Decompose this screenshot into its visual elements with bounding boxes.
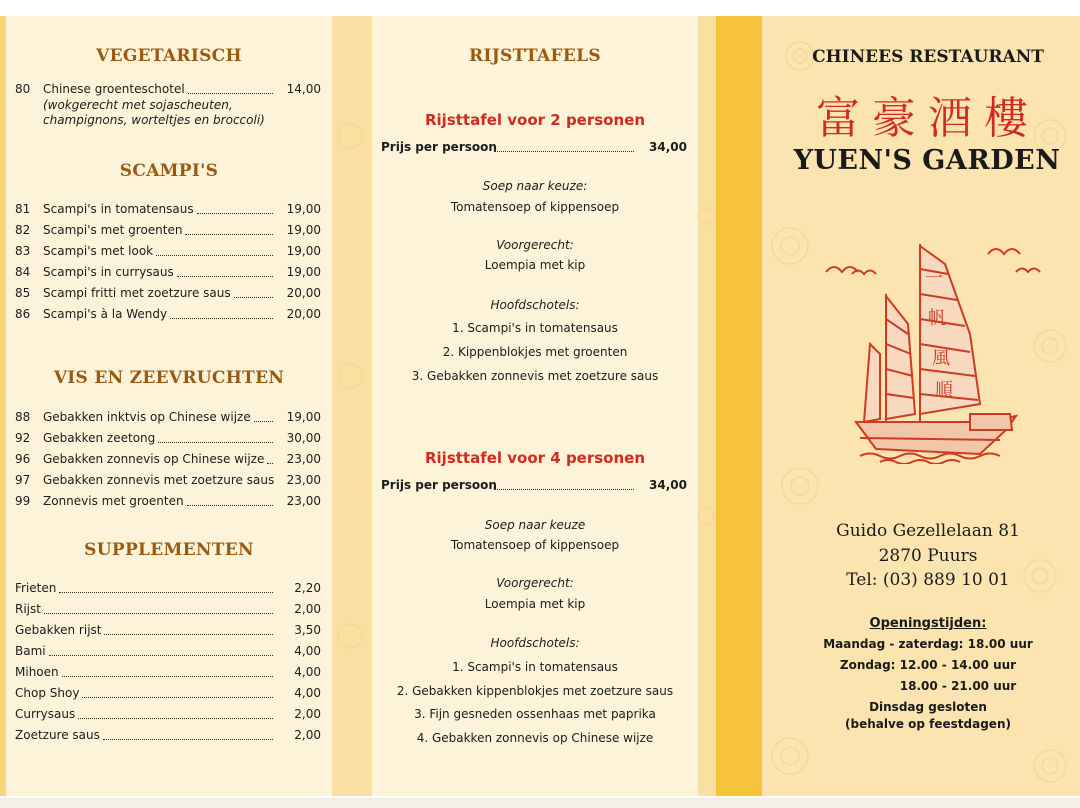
item-price: 4,00	[294, 665, 321, 679]
item-number: 84	[15, 265, 31, 279]
item-price: 23,00	[286, 473, 321, 487]
leader-dots	[185, 234, 273, 235]
item-name: Gebakken zonnevis met zoetzure saus	[43, 473, 275, 487]
rt2-main-label: Hoofdschotels:	[490, 298, 580, 312]
sail-char: 一	[925, 268, 943, 289]
item-price: 20,00	[286, 286, 321, 300]
item-price: 2,00	[294, 728, 321, 742]
item-price: 4,00	[294, 644, 321, 658]
rt2-soup: Tomatensoep of kippensoep	[450, 200, 620, 214]
item-price: 30,00	[286, 431, 321, 445]
leader-dots	[188, 93, 273, 94]
leader-dots	[44, 613, 273, 614]
vis-title: VIS EN ZEEVRUCHTEN	[53, 368, 285, 388]
vegetarisch-title: VEGETARISCH	[96, 46, 242, 66]
item-name: Scampi's met groenten	[43, 223, 183, 237]
rt2-soup-label: Soep naar keuze:	[482, 179, 588, 193]
item-name: Scampi's in currysaus	[43, 265, 174, 279]
item-name: Scampi's met look	[43, 244, 154, 258]
item-name: Scampi's à la Wendy	[43, 307, 168, 321]
item-number: 88	[15, 410, 31, 424]
item-name: Gebakken rijst	[15, 623, 102, 637]
item-number: 99	[15, 494, 31, 508]
rt4-soup: Tomatensoep of kippensoep	[450, 538, 620, 552]
junk-ship-icon	[820, 224, 1050, 464]
main-dish: 1. Scampi's in tomatensaus	[452, 660, 618, 674]
menu-sheet	[0, 16, 1080, 796]
hours-line: Dinsdag gesloten	[869, 700, 987, 714]
leader-dots	[82, 697, 273, 698]
item-price: 19,00	[286, 202, 321, 216]
menu-item	[15, 728, 321, 746]
chinese-name: 富豪酒樓	[816, 93, 1040, 144]
item-price: 14,00	[286, 82, 321, 96]
menu-item	[15, 265, 321, 283]
rt2-price-row	[381, 140, 687, 158]
item-name: Scampi's in tomatensaus	[43, 202, 194, 216]
sail-char: 帆	[928, 308, 946, 329]
sail-char: 順	[935, 380, 953, 401]
leader-dots	[494, 151, 634, 152]
leader-dots	[103, 739, 273, 740]
menu-item	[15, 665, 321, 683]
rt4-price-row	[381, 478, 687, 496]
hours-line: 18.00 - 21.00 uur	[899, 679, 1017, 693]
hours-title: Openingstijden:	[869, 616, 987, 631]
leader-dots	[62, 676, 273, 677]
rt4-starter: Loempia met kip	[484, 597, 586, 611]
item-name: Currysaus	[15, 707, 76, 721]
item-name: Frieten	[15, 581, 57, 595]
item-price: 23,00	[286, 494, 321, 508]
item-name: Mihoen	[15, 665, 59, 679]
note-line: (wokgerecht met sojascheuten,	[43, 98, 233, 112]
price-value: 34,00	[649, 140, 687, 154]
menu-item	[15, 494, 321, 512]
item-name: Chop Shoy	[15, 686, 80, 700]
item-price: 23,00	[286, 452, 321, 466]
note-line: champignons, worteltjes en broccoli)	[43, 113, 265, 127]
main-dish: 3. Gebakken zonnevis met zoetzure saus	[411, 369, 659, 383]
menu-item	[15, 244, 321, 262]
address-line-1: Guido Gezellelaan 81	[836, 521, 1020, 541]
menu-item	[15, 431, 321, 449]
menu-item	[15, 223, 321, 241]
item-number: 92	[15, 431, 31, 445]
rijsttafels-title: RIJSTTAFELS	[469, 46, 601, 66]
item-name: Rijst	[15, 602, 41, 616]
price-label: Prijs per persoon	[381, 140, 497, 154]
item-number: 83	[15, 244, 31, 258]
leader-dots	[156, 255, 273, 256]
item-name: Gebakken inktvis op Chinese wijze	[43, 410, 251, 424]
main-dish: 2. Gebakken kippenblokjes met zoetzure saus	[396, 683, 674, 698]
leader-dots	[494, 489, 634, 490]
leader-dots	[49, 655, 273, 656]
item-price: 3,50	[294, 623, 321, 637]
hours-line: (behalve op feestdagen)	[845, 717, 1011, 731]
menu-item	[15, 286, 321, 304]
price-label: Prijs per persoon	[381, 478, 497, 492]
leader-dots	[197, 213, 273, 214]
vegetarisch-note	[43, 98, 265, 128]
item-price: 19,00	[286, 223, 321, 237]
leader-dots	[59, 592, 273, 593]
item-number: 81	[15, 202, 31, 216]
hours-line: Zondag: 12.00 - 14.00 uur	[839, 658, 1017, 672]
item-price: 2,00	[294, 602, 321, 616]
bottom-strip	[0, 798, 1080, 808]
main-dish: 4. Gebakken zonnevis op Chinese wijze	[416, 730, 654, 745]
phone-number: Tel: (03) 889 10 01	[846, 570, 1010, 590]
item-price: 4,00	[294, 686, 321, 700]
scampis-title: SCAMPI'S	[119, 161, 219, 181]
price-value: 34,00	[649, 478, 687, 492]
item-name: Chinese groenteschotel	[43, 82, 185, 96]
rt2-starter: Loempia met kip	[484, 258, 586, 272]
hours-line: Maandag - zaterdag: 18.00 uur	[823, 637, 1033, 651]
main-dish: 1. Scampi's in tomatensaus	[452, 321, 618, 335]
item-number: 96	[15, 452, 31, 466]
item-price: 2,00	[294, 707, 321, 721]
leader-dots	[170, 318, 273, 319]
menu-item	[15, 452, 321, 470]
rt2-heading: Rijsttafel voor 2 personen	[424, 111, 646, 129]
item-price: 19,00	[286, 265, 321, 279]
item-price: 2,20	[294, 581, 321, 595]
menu-item	[15, 581, 321, 599]
leader-dots	[234, 297, 273, 298]
menu-item	[15, 410, 321, 428]
restaurant-subtitle: CHINEES RESTAURANT	[812, 47, 1044, 67]
rt4-soup-label: Soep naar keuze	[484, 518, 586, 532]
item-price: 20,00	[286, 307, 321, 321]
item-number: 80	[15, 82, 31, 96]
item-number: 85	[15, 286, 31, 300]
menu-item	[15, 602, 321, 620]
menu-item	[15, 686, 321, 704]
menu-item	[15, 473, 321, 491]
item-number: 97	[15, 473, 31, 487]
rt2-starter-label: Voorgerecht:	[496, 238, 574, 252]
item-name: Zoetzure saus	[15, 728, 100, 742]
menu-item	[15, 202, 321, 220]
item-price: 19,00	[286, 244, 321, 258]
leader-dots	[158, 442, 273, 443]
supplementen-title: SUPPLEMENTEN	[84, 540, 254, 560]
item-name: Gebakken zonnevis op Chinese wijze	[43, 452, 265, 466]
leader-dots	[177, 276, 273, 277]
item-name: Zonnevis met groenten	[43, 494, 184, 508]
item-price: 19,00	[286, 410, 321, 424]
item-name: Gebakken zeetong	[43, 431, 156, 445]
sail-char: 風	[932, 348, 950, 369]
rt4-main-label: Hoofdschotels:	[490, 636, 580, 650]
address-line-2: 2870 Puurs	[878, 546, 978, 566]
item-name: Scampi fritti met zoetzure saus	[43, 286, 231, 300]
restaurant-name: YUEN'S GARDEN	[793, 145, 1061, 176]
menu-item	[15, 623, 321, 641]
leader-dots	[104, 634, 273, 635]
item-name: Bami	[15, 644, 46, 658]
leader-dots	[187, 505, 273, 506]
rt4-starter-label: Voorgerecht:	[496, 576, 574, 590]
leader-dots	[78, 718, 273, 719]
menu-item	[15, 707, 321, 725]
item-number: 82	[15, 223, 31, 237]
menu-item	[15, 307, 321, 325]
item-number: 86	[15, 307, 31, 321]
main-dish: 2. Kippenblokjes met groenten	[442, 345, 628, 359]
menu-item	[15, 644, 321, 662]
main-dish: 3. Fijn gesneden ossenhaas met paprika	[414, 707, 656, 721]
rt4-heading: Rijsttafel voor 4 personen	[424, 449, 646, 467]
